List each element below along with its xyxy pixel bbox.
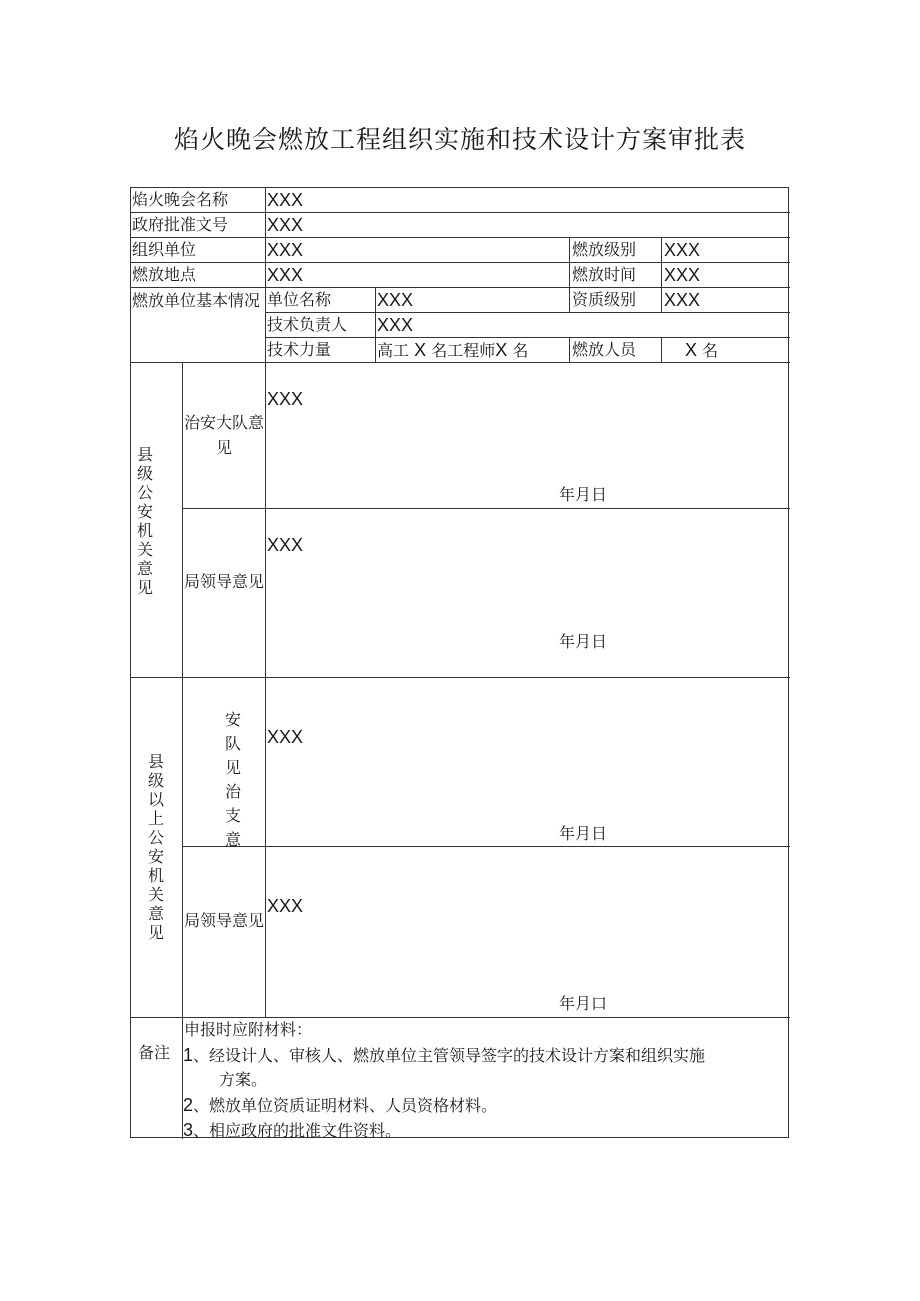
fire-time-value: XXX xyxy=(664,265,701,285)
remarks-item-3: 3、相应政府的批准文件资料。 xyxy=(183,1120,402,1140)
county-security-label: 治安大队意见 xyxy=(184,413,265,457)
event-name-label: 焰火晚会名称 xyxy=(132,190,229,209)
above-security-value: XXX xyxy=(267,727,304,747)
county-security-value: XXX xyxy=(267,389,304,409)
tech-head-label: 技术负责人 xyxy=(267,315,348,334)
county-leader-value: XXX xyxy=(267,535,304,555)
unit-name-label: 单位名称 xyxy=(267,290,332,309)
remarks-intro: 申报时应附材料： xyxy=(184,1020,313,1039)
staff-label: 燃放人员 xyxy=(572,340,637,359)
organizer-value: XXX xyxy=(267,240,304,260)
above-security-label: 安队见治支意 xyxy=(224,710,241,849)
approval-table xyxy=(130,187,789,1138)
fire-time-label: 燃放时间 xyxy=(572,265,637,284)
above-leader-label: 局领导意见 xyxy=(184,911,265,930)
fire-level-label: 燃放级别 xyxy=(572,240,637,259)
above-security-date: 年月日 xyxy=(559,824,608,843)
tech-power-label: 技术力量 xyxy=(267,340,332,359)
above-leader-date: 年月口 xyxy=(559,994,608,1013)
form-title: 焰火晚会燃放工程组织实施和技术设计方案审批表 xyxy=(173,125,746,154)
location-value: XXX xyxy=(267,265,304,285)
fire-level-value: XXX xyxy=(664,240,701,260)
unit-name-value: XXX xyxy=(377,290,414,310)
qualification-value: XXX xyxy=(664,290,701,310)
remarks-item-1: 1、经设计人、审核人、燃放单位主管领导签字的技术设计方案和组织实施 xyxy=(183,1045,706,1065)
staff-value: X 名 xyxy=(685,340,719,360)
remarks-item-2: 2、燃放单位资质证明材料、人员资格材料。 xyxy=(183,1095,498,1115)
organizer-label: 组织单位 xyxy=(132,240,197,259)
county-opinion-label: 县级公安机关意见 xyxy=(136,445,153,597)
qualification-label: 资质级别 xyxy=(572,290,637,309)
county-leader-label: 局领导意见 xyxy=(184,572,265,591)
event-name-value: XXX xyxy=(267,190,304,210)
remarks-item-1-cont: 方案。 xyxy=(219,1070,268,1089)
above-leader-value: XXX xyxy=(267,896,304,916)
remarks-label: 备注 xyxy=(138,1043,171,1062)
county-security-date: 年月日 xyxy=(559,485,608,504)
county-leader-date: 年月日 xyxy=(559,632,608,651)
location-label: 燃放地点 xyxy=(132,265,197,284)
tech-head-value: XXX xyxy=(377,315,414,335)
above-opinion-label: 县级以上公安机关意见 xyxy=(147,752,164,942)
unit-info-label: 燃放单位基本情况 xyxy=(132,291,261,310)
approval-no-value: XXX xyxy=(267,215,304,235)
tech-power-value: 高工 X 名工程师X 名 xyxy=(377,340,529,360)
approval-no-label: 政府批准文号 xyxy=(132,215,229,234)
